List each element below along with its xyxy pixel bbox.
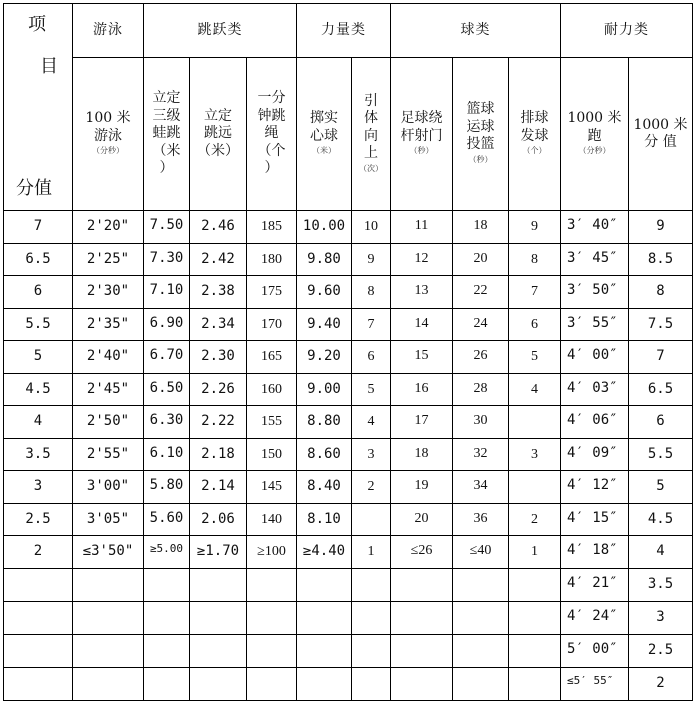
value-cell-basketball-shoot <box>453 568 509 601</box>
group-strength: 力量类 <box>297 4 391 58</box>
value-cell-standing-long-jump <box>190 601 247 634</box>
value-cell-pull-up: 2 <box>352 471 391 504</box>
value-cell-jump-rope: 140 <box>247 503 297 536</box>
value-cell-run-1000m-score: 2.5 <box>629 634 693 667</box>
value-cell-volleyball-serve: 5 <box>509 341 561 374</box>
value-cell-soccer-dribble: 19 <box>391 471 453 504</box>
score-cell <box>4 667 73 700</box>
score-cell: 3.5 <box>4 438 73 471</box>
value-cell-volleyball-serve: 2 <box>509 503 561 536</box>
value-cell-run-1000m: 4′ 21″ <box>561 568 629 601</box>
value-cell-pull-up: 10 <box>352 211 391 244</box>
value-cell-basketball-shoot: 22 <box>453 276 509 309</box>
value-cell-jump-rope: 170 <box>247 308 297 341</box>
group-header-row <box>4 4 693 58</box>
table-row <box>4 471 693 504</box>
value-cell-basketball-shoot: 34 <box>453 471 509 504</box>
value-cell-basketball-shoot: 28 <box>453 373 509 406</box>
score-cell: 5 <box>4 341 73 374</box>
value-cell-volleyball-serve <box>509 568 561 601</box>
value-cell-standing-long-jump: 2.46 <box>190 211 247 244</box>
value-cell-triple-jump: 6.90 <box>144 308 190 341</box>
value-cell-soccer-dribble: 14 <box>391 308 453 341</box>
value-cell-run-1000m-score: 8.5 <box>629 243 693 276</box>
value-cell-run-1000m-score: 7.5 <box>629 308 693 341</box>
table-row <box>4 634 693 667</box>
value-cell-soccer-dribble: 17 <box>391 406 453 439</box>
column-header-line: 钟跳 <box>257 107 286 124</box>
column-unit: （秒） <box>409 146 434 156</box>
score-cell: 6.5 <box>4 243 73 276</box>
value-cell-volleyball-serve: 3 <box>509 438 561 471</box>
value-cell-volleyball-serve <box>509 634 561 667</box>
value-cell-pull-up <box>352 568 391 601</box>
value-cell-run-1000m: 4′ 06″ <box>561 406 629 439</box>
value-cell-jump-rope <box>247 568 297 601</box>
value-cell-volleyball-serve <box>509 601 561 634</box>
table-row <box>4 341 693 374</box>
group-swimming: 游泳 <box>73 4 144 58</box>
value-cell-standing-long-jump <box>190 634 247 667</box>
score-cell <box>4 568 73 601</box>
value-cell-run-1000m: 4′ 24″ <box>561 601 629 634</box>
value-cell-run-1000m: 4′ 18″ <box>561 536 629 569</box>
column-header-line: ） <box>264 160 279 177</box>
table-row <box>4 536 693 569</box>
column-unit: （分秒） <box>92 146 124 156</box>
value-cell-swim-100m <box>73 667 144 700</box>
column-header-line: ） <box>159 160 174 177</box>
value-cell-run-1000m-score: 8 <box>629 276 693 309</box>
value-cell-soccer-dribble <box>391 601 453 634</box>
value-cell-jump-rope: 175 <box>247 276 297 309</box>
value-cell-soccer-dribble: ≤26 <box>391 536 453 569</box>
value-cell-swim-100m <box>73 568 144 601</box>
column-header-line: 体 <box>364 110 378 127</box>
column-header-line: 向 <box>364 127 378 144</box>
value-cell-jump-rope: 165 <box>247 341 297 374</box>
column-unit: （秒） <box>468 154 493 164</box>
value-cell-swim-100m <box>73 634 144 667</box>
value-cell-pull-up <box>352 503 391 536</box>
table-row <box>4 373 693 406</box>
column-header-line: 1000 米 <box>633 116 688 133</box>
value-cell-triple-jump: ≥5.00 <box>144 536 190 569</box>
column-unit: （分秒） <box>578 146 611 156</box>
value-cell-triple-jump: 7.50 <box>144 211 190 244</box>
column-header-line: 心球 <box>310 127 338 144</box>
value-cell-basketball-shoot: 36 <box>453 503 509 536</box>
value-cell-jump-rope: 180 <box>247 243 297 276</box>
table-row <box>4 667 693 700</box>
value-cell-volleyball-serve: 4 <box>509 373 561 406</box>
value-cell-soccer-dribble: 12 <box>391 243 453 276</box>
column-header-line: 投篮 <box>466 136 495 153</box>
value-cell-medicine-ball: ≥4.40 <box>297 536 352 569</box>
value-cell-pull-up <box>352 634 391 667</box>
value-cell-medicine-ball: 9.20 <box>297 341 352 374</box>
value-cell-swim-100m: 2'55" <box>73 438 144 471</box>
value-cell-medicine-ball <box>297 667 352 700</box>
value-cell-soccer-dribble: 16 <box>391 373 453 406</box>
score-cell: 6 <box>4 276 73 309</box>
value-cell-run-1000m-score: 4.5 <box>629 503 693 536</box>
value-cell-triple-jump: 7.10 <box>144 276 190 309</box>
column-header-line: （个 <box>257 142 286 159</box>
value-cell-basketball-shoot <box>453 634 509 667</box>
score-cell <box>4 601 73 634</box>
value-cell-standing-long-jump: 2.06 <box>190 503 247 536</box>
value-cell-soccer-dribble: 11 <box>391 211 453 244</box>
value-cell-run-1000m: 3′ 55″ <box>561 308 629 341</box>
value-cell-run-1000m: 4′ 03″ <box>561 373 629 406</box>
column-header-line: 100 米 <box>85 110 131 127</box>
value-cell-jump-rope <box>247 667 297 700</box>
value-cell-swim-100m: ≤3'50" <box>73 536 144 569</box>
column-header-line: 一分 <box>257 90 286 107</box>
value-cell-volleyball-serve <box>509 406 561 439</box>
value-cell-jump-rope <box>247 601 297 634</box>
value-cell-standing-long-jump: 2.18 <box>190 438 247 471</box>
column-header-volleyball-serve <box>509 58 561 211</box>
column-header-line: 立定 <box>152 90 181 107</box>
value-cell-run-1000m: 3′ 45″ <box>561 243 629 276</box>
value-cell-basketball-shoot: 18 <box>453 211 509 244</box>
table-row <box>4 308 693 341</box>
value-cell-standing-long-jump: 2.30 <box>190 341 247 374</box>
value-cell-run-1000m-score: 6.5 <box>629 373 693 406</box>
column-header-line: 上 <box>364 145 378 162</box>
value-cell-run-1000m: 4′ 15″ <box>561 503 629 536</box>
value-cell-triple-jump <box>144 667 190 700</box>
value-cell-soccer-dribble <box>391 667 453 700</box>
value-cell-pull-up: 9 <box>352 243 391 276</box>
value-cell-medicine-ball: 8.10 <box>297 503 352 536</box>
table-row <box>4 211 693 244</box>
value-cell-soccer-dribble <box>391 634 453 667</box>
table-row <box>4 438 693 471</box>
score-cell: 4.5 <box>4 373 73 406</box>
value-cell-volleyball-serve: 6 <box>509 308 561 341</box>
value-cell-run-1000m-score: 4 <box>629 536 693 569</box>
value-cell-run-1000m: 3′ 40″ <box>561 211 629 244</box>
score-cell: 2 <box>4 536 73 569</box>
corner-label-score: 分值 <box>16 178 52 199</box>
value-cell-medicine-ball: 9.60 <box>297 276 352 309</box>
value-cell-medicine-ball <box>297 568 352 601</box>
value-cell-swim-100m: 2'35" <box>73 308 144 341</box>
value-cell-basketball-shoot: 30 <box>453 406 509 439</box>
value-cell-triple-jump: 5.80 <box>144 471 190 504</box>
value-cell-swim-100m: 2'20" <box>73 211 144 244</box>
value-cell-swim-100m: 3'00" <box>73 471 144 504</box>
group-ball: 球类 <box>391 4 561 58</box>
value-cell-run-1000m-score: 3 <box>629 601 693 634</box>
value-cell-basketball-shoot <box>453 601 509 634</box>
value-cell-soccer-dribble: 20 <box>391 503 453 536</box>
value-cell-medicine-ball: 9.40 <box>297 308 352 341</box>
score-cell: 5.5 <box>4 308 73 341</box>
value-cell-run-1000m-score: 7 <box>629 341 693 374</box>
column-header-soccer-dribble <box>391 58 453 211</box>
value-cell-jump-rope <box>247 634 297 667</box>
value-cell-pull-up: 6 <box>352 341 391 374</box>
column-header-triple-jump <box>144 58 190 211</box>
value-cell-basketball-shoot: 20 <box>453 243 509 276</box>
value-cell-run-1000m: 5′ 00″ <box>561 634 629 667</box>
table-row <box>4 503 693 536</box>
table-row <box>4 276 693 309</box>
column-header-line: （米） <box>197 142 239 159</box>
value-cell-standing-long-jump <box>190 667 247 700</box>
column-header-run-1000m-score <box>629 58 693 211</box>
column-header-line: 杆射门 <box>400 127 443 144</box>
value-cell-volleyball-serve: 8 <box>509 243 561 276</box>
column-header-line: 运球 <box>466 118 495 135</box>
score-cell: 7 <box>4 211 73 244</box>
value-cell-run-1000m-score: 5.5 <box>629 438 693 471</box>
value-cell-medicine-ball: 8.80 <box>297 406 352 439</box>
score-cell: 4 <box>4 406 73 439</box>
value-cell-triple-jump: 6.50 <box>144 373 190 406</box>
column-header-line: 篮球 <box>466 101 495 118</box>
column-header-line: 游泳 <box>94 127 122 144</box>
value-cell-standing-long-jump: 2.22 <box>190 406 247 439</box>
value-cell-triple-jump <box>144 568 190 601</box>
column-header-row <box>4 58 693 211</box>
column-header-basketball-shoot <box>453 58 509 211</box>
value-cell-jump-rope: 145 <box>247 471 297 504</box>
value-cell-run-1000m: 4′ 09″ <box>561 438 629 471</box>
value-cell-swim-100m: 2'40" <box>73 341 144 374</box>
value-cell-basketball-shoot: 32 <box>453 438 509 471</box>
column-unit: （次） <box>359 163 383 173</box>
corner-label-item-2: 目 <box>40 56 58 77</box>
value-cell-run-1000m-score: 5 <box>629 471 693 504</box>
value-cell-volleyball-serve <box>509 667 561 700</box>
value-cell-jump-rope: 150 <box>247 438 297 471</box>
column-header-line: 立定 <box>204 107 232 124</box>
corner-label-item: 项 <box>28 14 46 35</box>
value-cell-swim-100m: 3'05" <box>73 503 144 536</box>
value-cell-swim-100m <box>73 601 144 634</box>
value-cell-triple-jump: 6.10 <box>144 438 190 471</box>
value-cell-medicine-ball <box>297 601 352 634</box>
value-cell-jump-rope: 155 <box>247 406 297 439</box>
value-cell-run-1000m: 4′ 12″ <box>561 471 629 504</box>
table-row <box>4 406 693 439</box>
value-cell-pull-up <box>352 667 391 700</box>
value-cell-medicine-ball: 9.80 <box>297 243 352 276</box>
value-cell-run-1000m: 4′ 00″ <box>561 341 629 374</box>
value-cell-volleyball-serve: 7 <box>509 276 561 309</box>
value-cell-pull-up: 7 <box>352 308 391 341</box>
column-header-medicine-ball <box>297 58 352 211</box>
value-cell-standing-long-jump <box>190 568 247 601</box>
value-cell-basketball-shoot <box>453 667 509 700</box>
group-jumping: 跳跃类 <box>144 4 297 58</box>
column-header-line: 蛙跳 <box>152 125 181 142</box>
value-cell-pull-up: 4 <box>352 406 391 439</box>
value-cell-run-1000m: 3′ 50″ <box>561 276 629 309</box>
value-cell-run-1000m-score: 3.5 <box>629 568 693 601</box>
value-cell-basketball-shoot: 26 <box>453 341 509 374</box>
value-cell-triple-jump: 7.30 <box>144 243 190 276</box>
value-cell-medicine-ball <box>297 634 352 667</box>
column-header-line: 跑 <box>587 127 602 144</box>
column-header-line: 绳 <box>264 125 279 142</box>
value-cell-soccer-dribble: 15 <box>391 341 453 374</box>
value-cell-jump-rope: 185 <box>247 211 297 244</box>
value-cell-standing-long-jump: ≥1.70 <box>190 536 247 569</box>
score-cell: 3 <box>4 471 73 504</box>
column-header-line: 发球 <box>520 127 549 144</box>
value-cell-standing-long-jump: 2.26 <box>190 373 247 406</box>
column-header-jump-rope <box>247 58 297 211</box>
value-cell-medicine-ball: 8.40 <box>297 471 352 504</box>
value-cell-swim-100m: 2'50" <box>73 406 144 439</box>
corner-header-cell <box>4 4 73 211</box>
value-cell-triple-jump: 6.70 <box>144 341 190 374</box>
group-endurance: 耐力类 <box>561 4 693 58</box>
value-cell-medicine-ball: 9.00 <box>297 373 352 406</box>
column-header-line: 引 <box>364 92 378 109</box>
value-cell-soccer-dribble <box>391 568 453 601</box>
column-header-line: 足球绕 <box>400 110 443 127</box>
table-row <box>4 243 693 276</box>
column-header-line: 三级 <box>152 107 181 124</box>
value-cell-pull-up: 5 <box>352 373 391 406</box>
column-header-run-1000m <box>561 58 629 211</box>
score-cell <box>4 634 73 667</box>
column-header-line: 掷实 <box>310 110 338 127</box>
value-cell-basketball-shoot: ≤40 <box>453 536 509 569</box>
value-cell-triple-jump: 5.60 <box>144 503 190 536</box>
value-cell-volleyball-serve <box>509 471 561 504</box>
value-cell-standing-long-jump: 2.38 <box>190 276 247 309</box>
value-cell-pull-up <box>352 601 391 634</box>
value-cell-triple-jump <box>144 601 190 634</box>
value-cell-volleyball-serve: 1 <box>509 536 561 569</box>
column-unit: （个） <box>522 146 547 156</box>
column-header-pull-up <box>352 58 391 211</box>
value-cell-swim-100m: 2'25" <box>73 243 144 276</box>
value-cell-standing-long-jump: 2.34 <box>190 308 247 341</box>
column-header-line: 1000 米 <box>567 110 622 127</box>
value-cell-medicine-ball: 8.60 <box>297 438 352 471</box>
value-cell-basketball-shoot: 24 <box>453 308 509 341</box>
column-header-swim-100m <box>73 58 144 211</box>
value-cell-volleyball-serve: 9 <box>509 211 561 244</box>
value-cell-jump-rope: 160 <box>247 373 297 406</box>
score-cell: 2.5 <box>4 503 73 536</box>
value-cell-soccer-dribble: 18 <box>391 438 453 471</box>
column-header-line: （米 <box>152 142 181 159</box>
value-cell-swim-100m: 2'30" <box>73 276 144 309</box>
value-cell-triple-jump: 6.30 <box>144 406 190 439</box>
value-cell-standing-long-jump: 2.42 <box>190 243 247 276</box>
value-cell-standing-long-jump: 2.14 <box>190 471 247 504</box>
value-cell-triple-jump <box>144 634 190 667</box>
value-cell-swim-100m: 2'45" <box>73 373 144 406</box>
value-cell-soccer-dribble: 13 <box>391 276 453 309</box>
value-cell-run-1000m-score: 9 <box>629 211 693 244</box>
value-cell-pull-up: 8 <box>352 276 391 309</box>
column-header-line: 排球 <box>520 110 549 127</box>
column-unit: （米） <box>312 146 336 156</box>
column-header-line: 跳远 <box>204 125 232 142</box>
table-row <box>4 601 693 634</box>
column-header-standing-long-jump <box>190 58 247 211</box>
table-row <box>4 568 693 601</box>
value-cell-pull-up: 1 <box>352 536 391 569</box>
value-cell-run-1000m-score: 2 <box>629 667 693 700</box>
score-table <box>3 3 693 701</box>
value-cell-run-1000m-score: 6 <box>629 406 693 439</box>
value-cell-run-1000m: ≤5′ 55″ <box>561 667 629 700</box>
column-header-line: 分 值 <box>644 134 677 150</box>
value-cell-jump-rope: ≥100 <box>247 536 297 569</box>
value-cell-pull-up: 3 <box>352 438 391 471</box>
value-cell-medicine-ball: 10.00 <box>297 211 352 244</box>
